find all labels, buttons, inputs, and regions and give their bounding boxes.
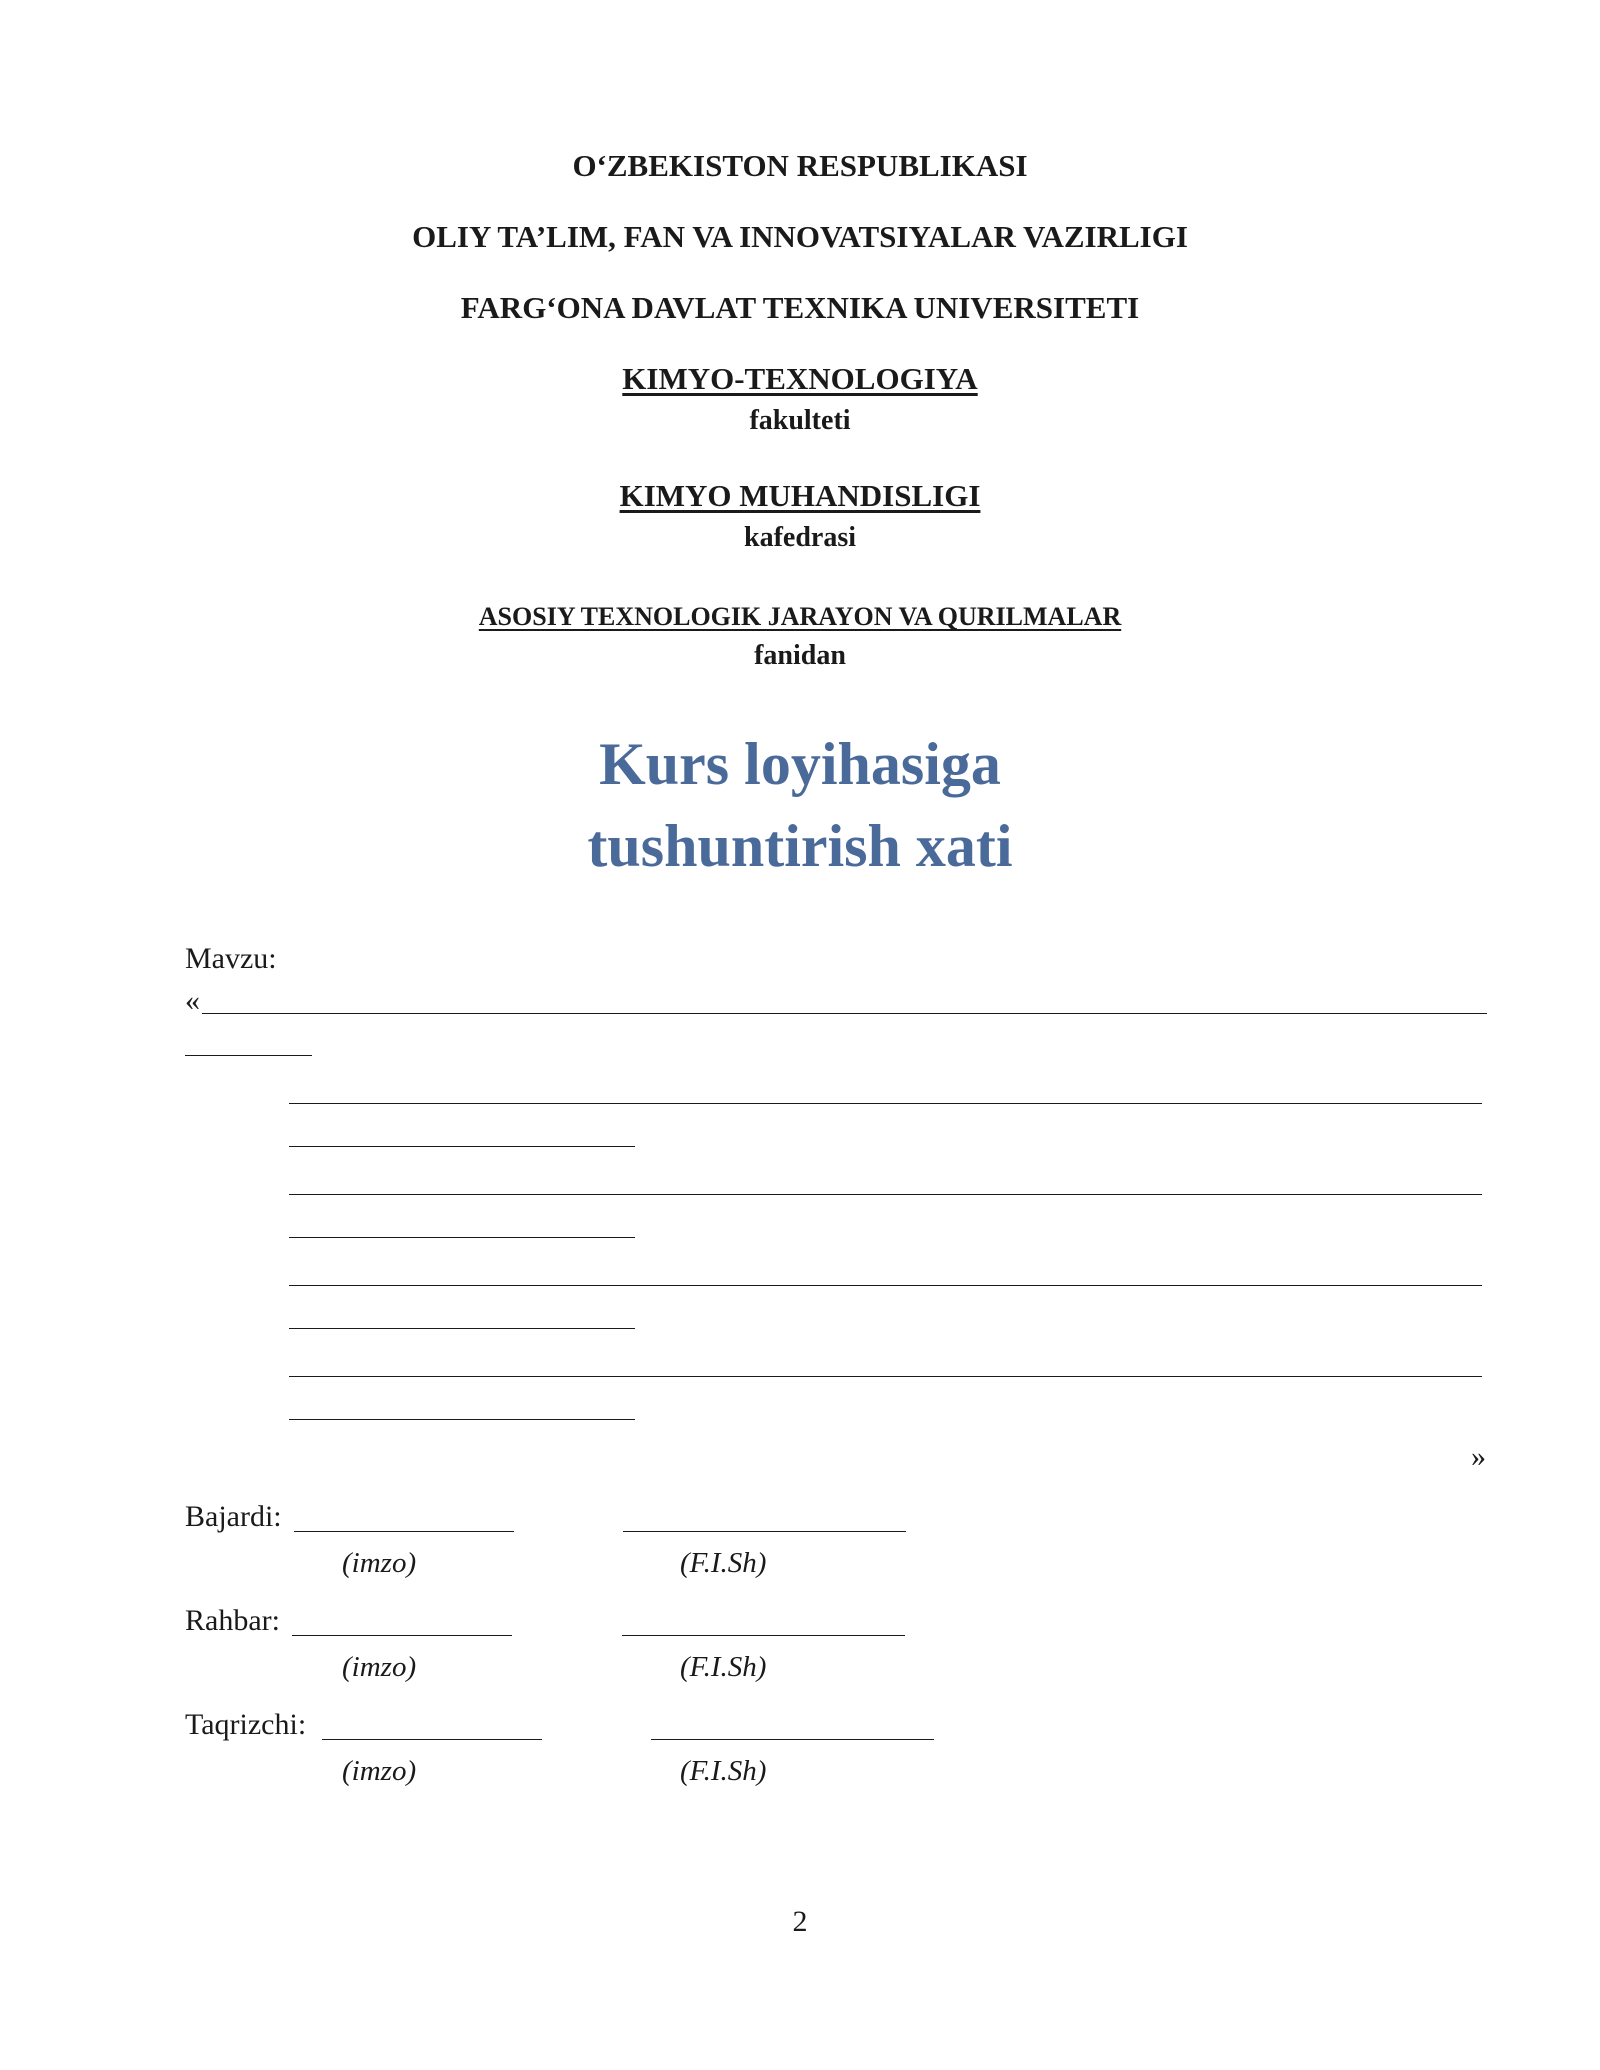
subject-name: ASOSIY TEXNOLOGIK JARAYON VA QURILMALAR [478, 602, 1122, 631]
document-title-line1: Kurs loyihasiga [599, 731, 1001, 797]
page-number: 2 [792, 1905, 808, 1938]
topic-fill-line[interactable] [289, 1237, 635, 1238]
topic-label: Mavzu: [185, 942, 277, 975]
executor-name-caption: (F.I.Sh) [680, 1547, 767, 1579]
document-title-line2: tushuntirish xati [587, 813, 1013, 879]
executor-name-line[interactable] [623, 1531, 906, 1532]
topic-fill-line[interactable] [289, 1194, 1482, 1195]
department-suffix: kafedrasi [744, 522, 856, 553]
supervisor-signature-caption: (imzo) [342, 1651, 417, 1683]
reviewer-label: Taqrizchi: [185, 1708, 307, 1741]
header-university: FARG‘ONA DAVLAT TEXNIKA UNIVERSITETI [460, 290, 1140, 325]
executor-signature-caption: (imzo) [342, 1547, 417, 1579]
topic-fill-line[interactable] [289, 1376, 1482, 1377]
topic-close-quote: » [1471, 1440, 1486, 1473]
topic-fill-line[interactable] [185, 1055, 312, 1056]
executor-signature-line[interactable] [294, 1531, 514, 1532]
topic-fill-line[interactable] [289, 1328, 635, 1329]
reviewer-name-caption: (F.I.Sh) [680, 1755, 767, 1787]
topic-fill-line[interactable] [289, 1146, 635, 1147]
header-ministry: OLIY TA’LIM, FAN VA INNOVATSIYALAR VAZIRLIGI [412, 219, 1188, 254]
department-name: KIMYO MUHANDISLIGI [619, 478, 981, 513]
reviewer-signature-caption: (imzo) [342, 1755, 417, 1787]
topic-open-quote: « [185, 984, 200, 1017]
topic-fill-line[interactable] [289, 1103, 1482, 1104]
subject-suffix: fanidan [754, 640, 846, 671]
faculty-suffix: fakulteti [749, 405, 851, 436]
topic-fill-line[interactable] [289, 1285, 1482, 1286]
supervisor-label: Rahbar: [185, 1604, 280, 1637]
supervisor-name-line[interactable] [622, 1635, 905, 1636]
reviewer-signature-line[interactable] [322, 1739, 542, 1740]
topic-fill-line[interactable] [289, 1419, 635, 1420]
supervisor-signature-line[interactable] [292, 1635, 512, 1636]
header-country: O‘ZBEKISTON RESPUBLIKASI [572, 148, 1028, 183]
supervisor-name-caption: (F.I.Sh) [680, 1651, 767, 1683]
reviewer-name-line[interactable] [651, 1739, 934, 1740]
executor-label: Bajardi: [185, 1500, 282, 1533]
topic-fill-line[interactable] [202, 1013, 1487, 1014]
faculty-name: KIMYO-TEXNOLOGIYA [622, 361, 978, 396]
